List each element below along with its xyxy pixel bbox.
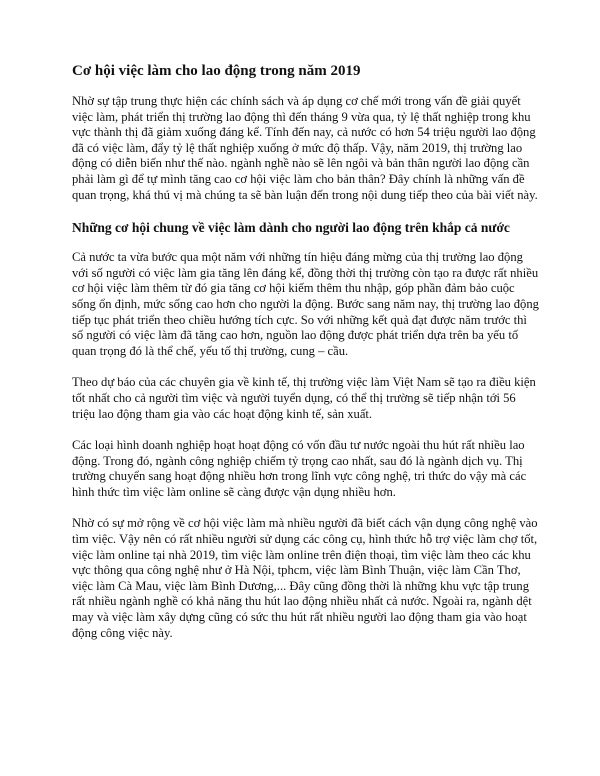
section-heading: Những cơ hội chung về việc làm dành cho người lao động trên khắp cả nước (72, 220, 510, 236)
body-paragraph-2: Theo dự báo của các chuyên gia về kinh tế, thị trường việc làm Việt Nam sẽ tạo ra điều kiện tốt nhất cho cả người tìm việc và người tuyển dụng, có thể thị trường sẽ tiếp nhận tới 56 triệu lao động tham gia vào các hoạt động kinh tế, sản xuất. (72, 375, 536, 421)
intro-paragraph: Nhờ sự tập trung thực hiện các chính sách và áp dụng cơ chế mới trong vấn đề giải quyết việc làm, phát triển thị trường lao động thì đến tháng 9 vừa qua, tỷ lệ thất nghiệp trong khu vực thành thị đã giảm xuống đáng kể. Tính đến nay, cả nước có hơn 54 triệu người lao động đã có việc làm, đẩy tỷ lệ thất nghiệp xuống ở mức độ thấp. Vậy, năm 2019, thị trường lao động có diễn biến như thế nào. ngành nghề nào sẽ lên ngôi và bản thân người lao động cần phải làm gì để tự mình tăng cao cơ hội việc làm cho bản thân? Đây chính là những vấn đề quan trọng, khá thú vị mà chúng ta sẽ bàn luận đến trong nội dung tiếp theo của bài viết này. (72, 94, 538, 202)
document-title: Cơ hội việc làm cho lao động trong năm 2019 (72, 63, 361, 79)
body-paragraph-3: Các loại hình doanh nghiệp hoạt hoạt động có vốn đầu tư nước ngoài thu hút rất nhiều lao động. Trong đó, ngành công nghiệp chiếm tỷ trọng cao nhất, sau đó là ngành dịch vụ. Thị trường chuyển sang hoạt động nhiều hơn trong lĩnh vực công nghệ, tri thức do vậy mà các hình thức tìm việc làm online sẽ càng được vận dụng nhiều hơn. (72, 438, 527, 499)
document-page (72, 62, 540, 657)
body-paragraph-1: Cả nước ta vừa bước qua một năm với những tín hiệu đáng mừng của thị trường lao động với số người có việc làm gia tăng lên đáng kể, đồng thời thị trường còn tạo ra được rất nhiều cơ hội việc làm thêm từ đó gia tăng cơ hội kiếm thêm thu nhập, góp phần đảm bảo cuộc sống ổn định, mức sống cao hơn cho người la động. Bước sang năm nay, thị trường lao động tiếp tục phát triển theo chiều hướng tích cực. So với những kết quả đạt được năm trước thì số người có việc làm đã tăng cao hơn, nguồn lao động được phát triển dựa trên ba yếu tố quan trọng đó là thể chế, yếu tố thị trường, cung – cầu. (72, 250, 539, 358)
body-paragraph-4: Nhờ có sự mở rộng về cơ hội việc làm mà nhiều người đã biết cách vận dụng công nghệ vào tìm việc. Vậy nên có rất nhiều người sử dụng các công cụ, hình thức hỗ trợ việc làm chợ tốt, việc làm online tại nhà 2019, tìm việc làm online trên điện thoại, tìm việc làm theo các khu vực thông qua công nghệ như ở Hà Nội, tphcm, việc làm Bình Thuận, việc làm Cần Thơ, việc làm Cà Mau, việc làm Bình Dương,... Đây cũng đồng thời là những khu vực tập trung rất nhiều ngành nghề có khả năng thu hút lao động nhiều nhất cả nước. Ngoài ra, ngành dệt may và việc làm xây dựng cũng có sức thu hút rất nhiều người lao động tham gia vào hoạt động công việc này. (72, 516, 538, 640)
